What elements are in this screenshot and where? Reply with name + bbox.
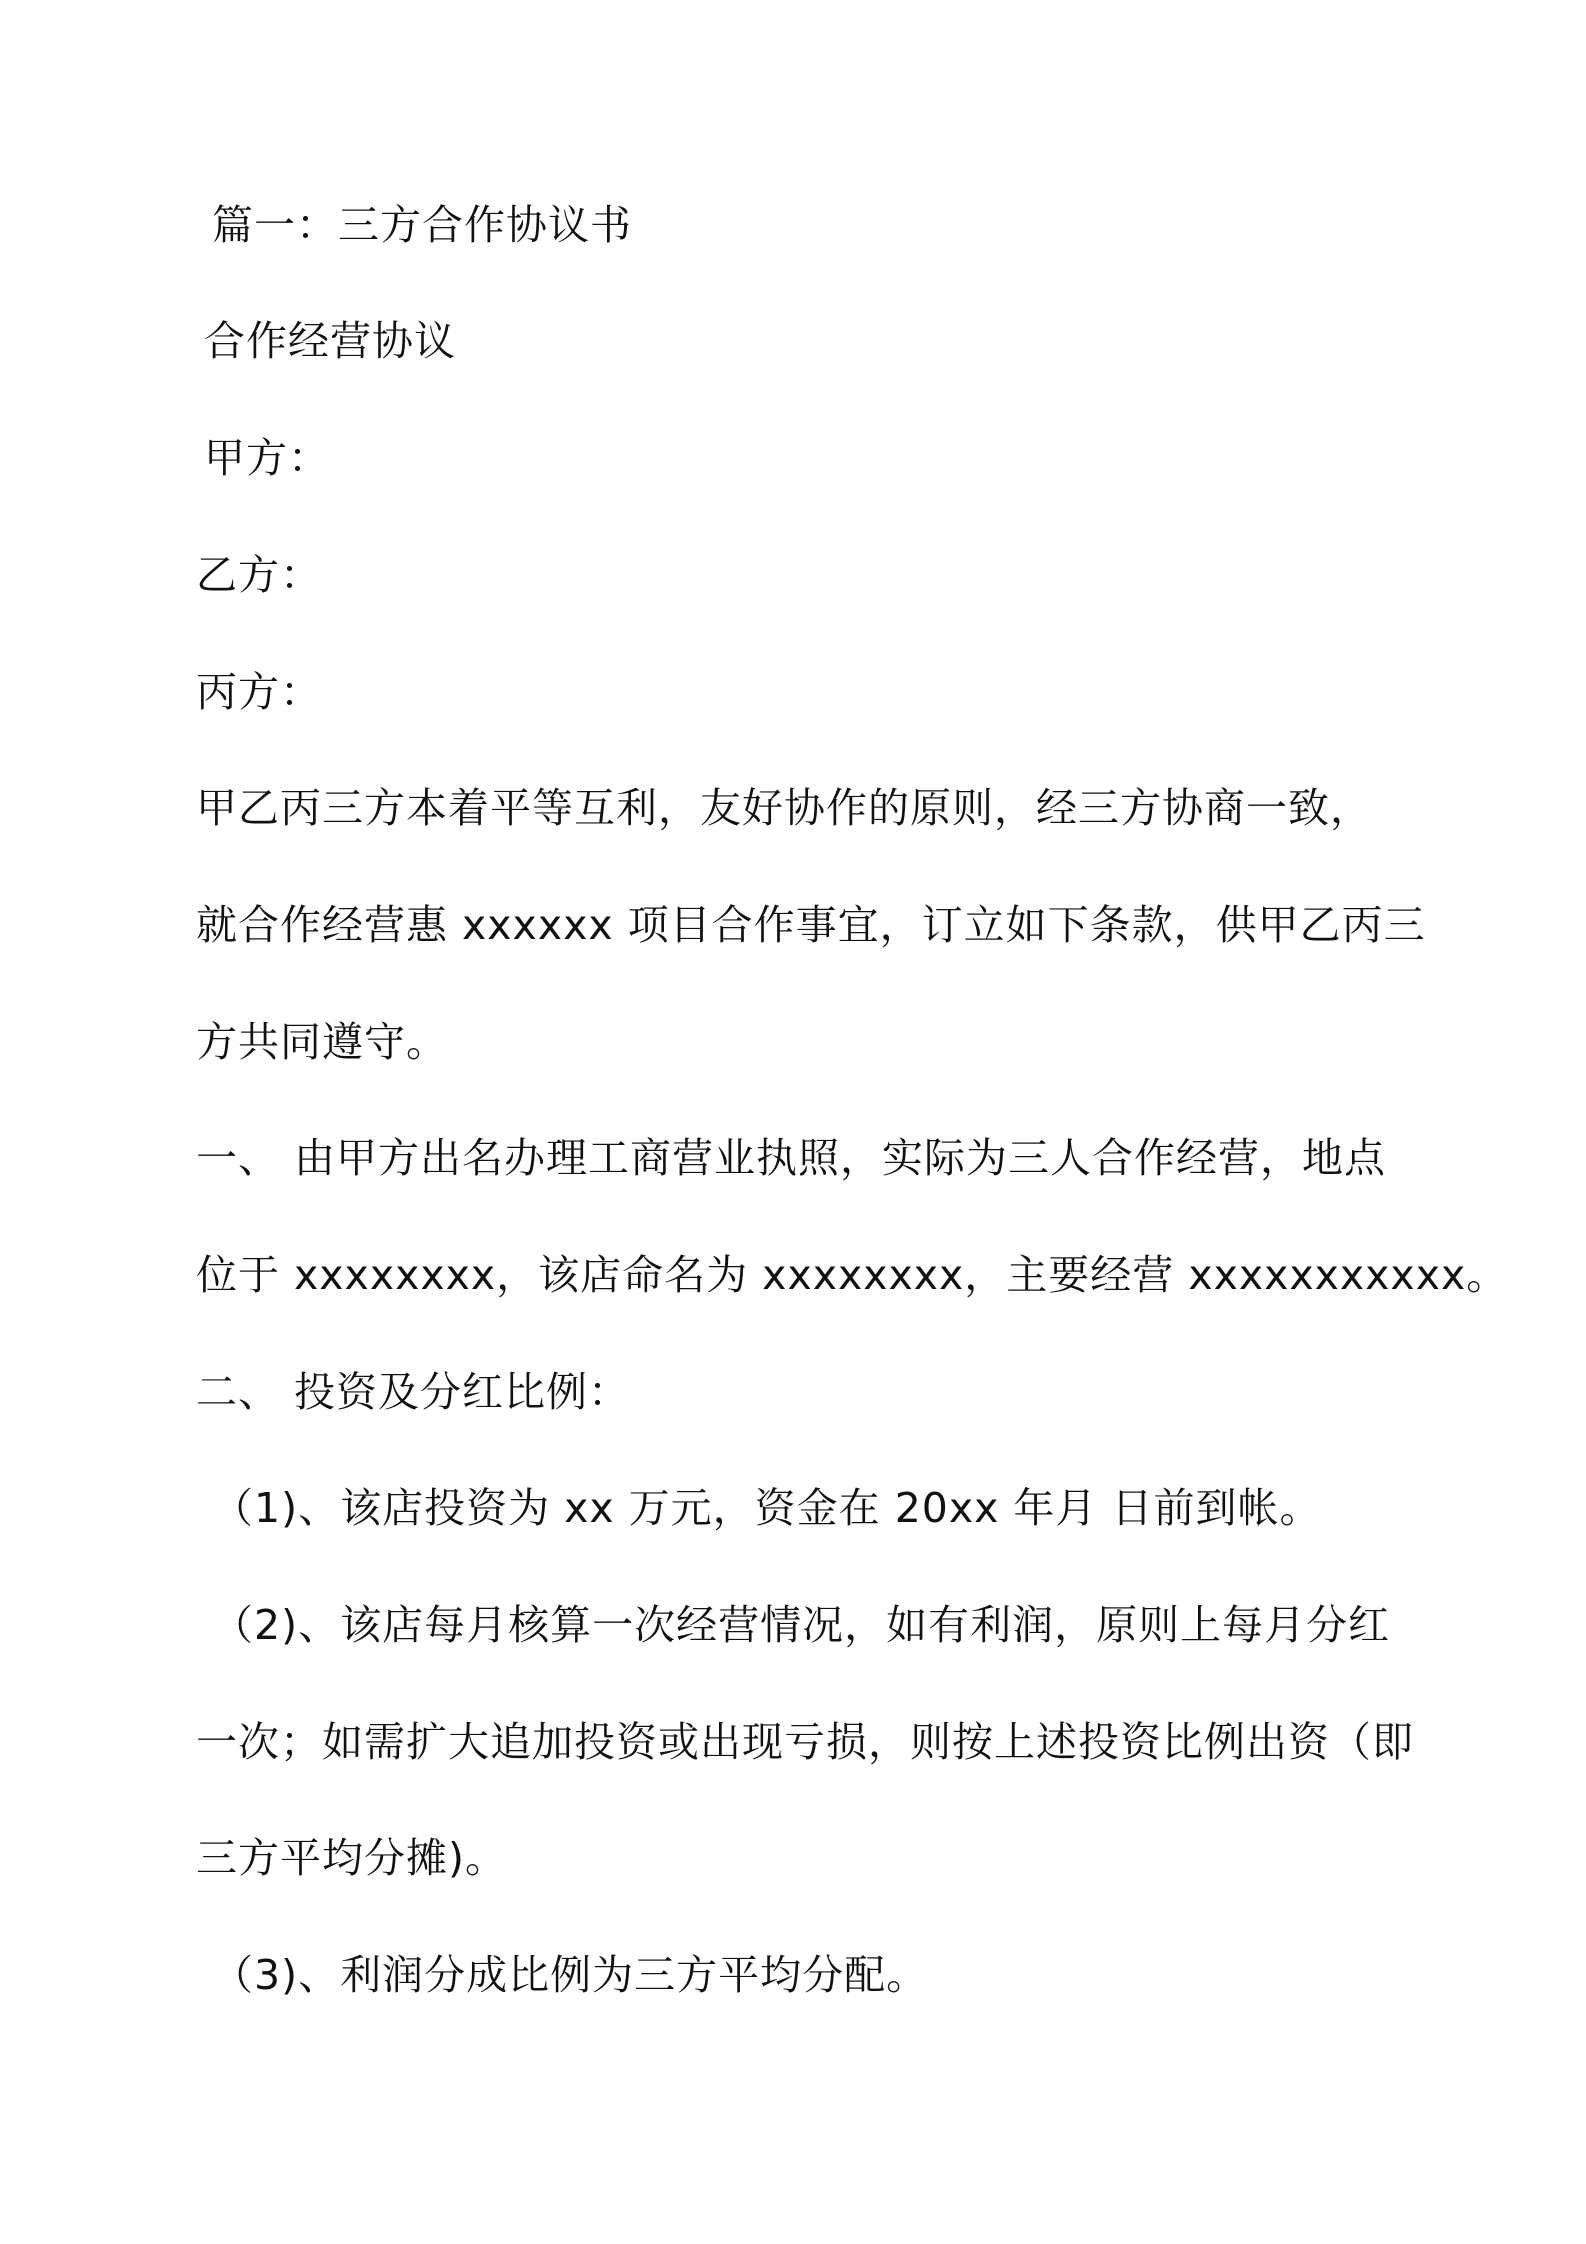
section-1-line: 一、 由甲方出名办理工商营业执照，实际为三人合作经营，地点: [196, 1134, 1387, 1182]
item-1: （1)、该店投资为 xx 万元，资金在 20xx 年月 日前到帐。: [212, 1484, 1322, 1532]
preamble-line: 就合作经营惠 xxxxxx 项目合作事宜，订立如下条款，供甲乙丙三: [196, 901, 1426, 949]
preamble-line: 方共同遵守。: [196, 1018, 448, 1066]
document-subtitle: 合作经营协议: [204, 317, 456, 365]
party-b-label: 乙方：: [196, 551, 322, 599]
document-title: 篇一：三方合作协议书: [212, 201, 632, 249]
party-a-label: 甲方：: [204, 434, 330, 482]
item-2-line: 一次；如需扩大追加投资或出现亏损，则按上述投资比例出资（即: [196, 1718, 1414, 1766]
section-2-heading: 二、 投资及分红比例：: [196, 1368, 631, 1416]
item-3: （3)、利润分成比例为三方平均分配。: [212, 1951, 929, 1999]
preamble-line: 甲乙丙三方本着平等互利，友好协作的原则，经三方协商一致，: [196, 784, 1372, 832]
item-2-line: （2)、该店每月核算一次经营情况，如有利润，原则上每月分红: [212, 1601, 1391, 1649]
item-2-line: 三方平均分摊)。: [196, 1834, 507, 1882]
section-1-line: 位于 xxxxxxxx，该店命名为 xxxxxxxx，主要经营 xxxxxxxxxxx。: [196, 1251, 1509, 1299]
party-c-label: 丙方：: [196, 668, 322, 716]
